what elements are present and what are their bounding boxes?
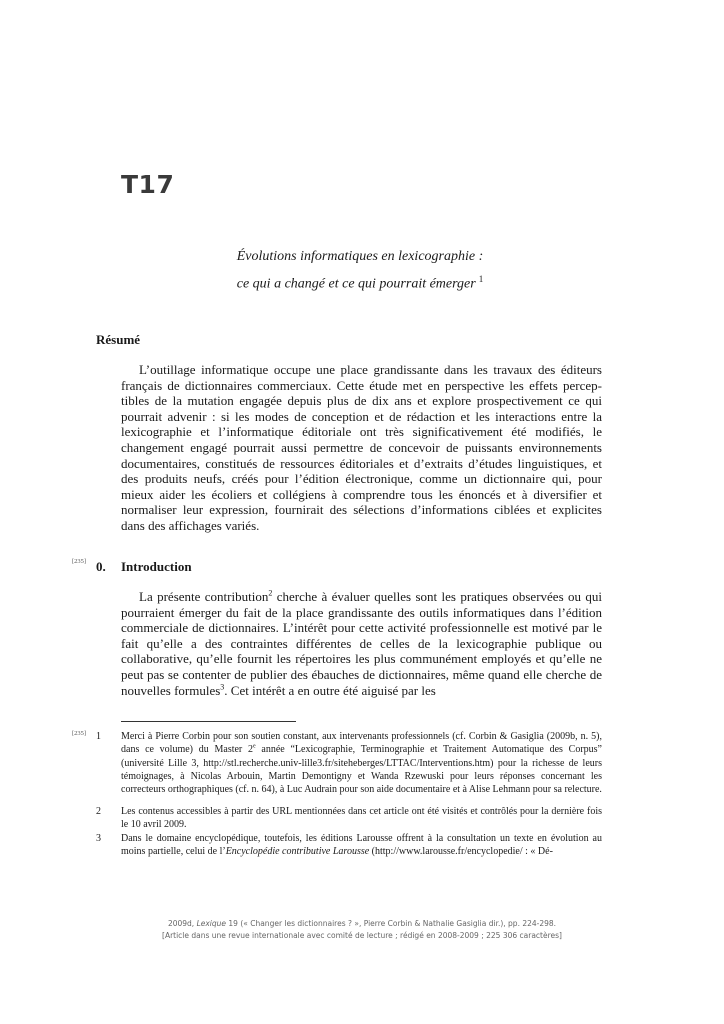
intro-text-1: La présente contribution bbox=[139, 589, 269, 604]
footnote-3-italic-title: Encyclopédie contributive Larousse bbox=[225, 846, 370, 858]
title-footnote-ref[interactable]: 1 bbox=[478, 274, 484, 284]
intro-text-3: . Cet intérêt a en outre été aiguisé par les bbox=[224, 682, 436, 698]
footnote-number: 1 bbox=[96, 731, 101, 742]
footnote-text: Les contenus accessibles à partir des URL mentionnées dans cet article ont été visités et contrôlés pour la dernière fois le 10 avril 2009. bbox=[121, 806, 602, 831]
resume-heading: Résumé bbox=[96, 332, 141, 347]
footnote-3-text-a: Dans le domaine encyclopédique, toutefois, les éditions Larousse offrent à la consultation un texte en évolution au moins partielle, celui de l’ bbox=[121, 833, 602, 858]
section-number: 0. bbox=[96, 559, 106, 574]
resume-paragraph bbox=[121, 362, 602, 534]
footnote-1-text-a: Merci à Pierre Corbin pour son soutien constant, aux intervenants professionnels (cf. Corbin & Gasiglia (2009b, n. 5), dans ce volume) du Master 2 bbox=[121, 731, 602, 756]
footer-citation bbox=[0, 918, 724, 930]
footnote-1-superscript: e bbox=[253, 743, 256, 750]
footnote-separator bbox=[121, 721, 296, 722]
title-line-1: Évolutions informatiques en lexicographie : bbox=[236, 249, 484, 264]
footnote-text bbox=[121, 832, 602, 859]
footer-note: [Article dans une revue internationale avec comité de lecture ; rédigé en 2008-2009 ; 225 306 caractères] bbox=[162, 931, 562, 940]
introduction-paragraph bbox=[121, 589, 602, 698]
margin-page-ref: [235] bbox=[72, 558, 87, 565]
title-line-2 bbox=[200, 268, 520, 296]
footnote-text bbox=[121, 730, 602, 796]
footnote-2 bbox=[96, 805, 602, 832]
margin-page-ref: [235] bbox=[72, 730, 87, 737]
footnote-3-text-b: (http://www.larousse.fr/encyclopedie/ : « Dé- bbox=[369, 846, 553, 858]
intro-text-2: cherche à évaluer quelles sont les pratiques observées ou qui pourraient émerger du fait de la place grandissante des outils informatiques dans l’édition commerciale de dictionnaires. L’intérêt pour cette activité professionnelle est motivé par le fait qu’elle a des contraintes différentes de celles de la lexicographie publique ou collaborative, qu’elle fournit les répertoires les plus communément employés et qu’elle ne peut pas se contenter de publier des ébauches de dictionnaires, même quand elle cherche de nouvelles formules bbox=[121, 589, 602, 698]
title-line-2-text: ce qui a changé et ce qui pourrait émerger bbox=[236, 276, 476, 292]
section-heading-introduction bbox=[96, 559, 192, 575]
footnote-1 bbox=[96, 730, 602, 796]
footnote-3 bbox=[96, 832, 602, 859]
footer-citation-a: 2009d, bbox=[167, 919, 197, 928]
chapter-number: T17 bbox=[121, 170, 175, 199]
article-title bbox=[200, 246, 520, 296]
footnote-1-text-b: année “Lexicographie, Terminographie et Traitement Automatique des Corpus” (université Lille 3, http://stl.recherche.univ-lille3.fr/siteheberges/LTTAC/Interventions.htm) pour la richesse de leurs témoignages, à Nicolas Arbouin, Martin Demontigny et Wanda Rzewuski pour leurs réponses concernant les correcteurs orthographiques (cf. n. 64), à Luc Audrain pour son aide documentaire et à Alise Lehmann pour sa relecture. bbox=[121, 744, 602, 796]
footnote-number: 3 bbox=[96, 833, 101, 844]
footer-journal: Lexique bbox=[196, 919, 227, 928]
footnote-ref-3[interactable]: 3 bbox=[220, 682, 225, 692]
page-footer bbox=[0, 918, 724, 942]
footer-citation-b: 19 (« Changer les dictionnaires ? », Pierre Corbin & Nathalie Gasiglia dir.), pp. 224-298. bbox=[226, 919, 557, 928]
section-title: Introduction bbox=[121, 559, 192, 574]
resume-text: L’outillage informatique occupe une place grandissante dans les travaux des éditeurs français de dictionnaires commerciaux. Cette étude met en perspective les effets perceptibles de la mutation engagée depuis plus de dix ans et explore prospectivement ce qui pourrait advenir : si les modes de conception et de rédaction et les interactions entre la lexicographie et l’informatique éditoriale ont très significativement été modifiés, le changement engagé pourrait aussi permettre de concevoir de puissants environnements documentaires, constitués de ressources éditoriales et d’extraits d’études linguistiques, et des produits neufs, créés pour l’édition électronique, comme un dictionnaire qui, pour mieux aider les écoliers et collégiens à comprendre tous les énoncés et à diversifier et normaliser leur expression, fournirait des sélections d’informations ciblées et explicites dans des affichages variés. bbox=[121, 362, 602, 533]
footnote-number: 2 bbox=[96, 806, 101, 817]
footnote-ref-2[interactable]: 2 bbox=[268, 588, 273, 598]
